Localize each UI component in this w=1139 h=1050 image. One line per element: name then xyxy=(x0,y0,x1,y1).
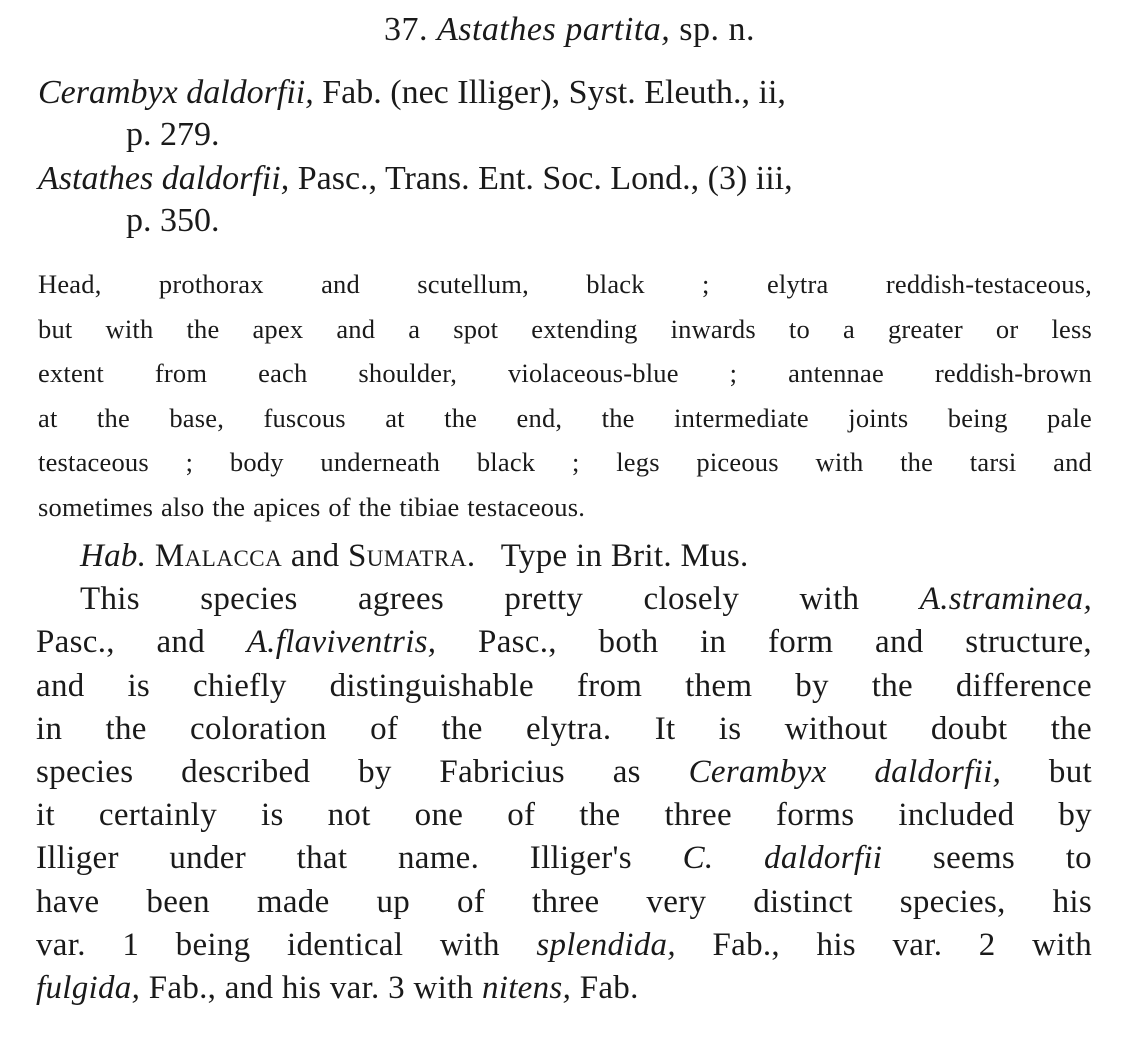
species-number: 37. xyxy=(383,11,428,48)
body-text-run: This species agrees pretty closely with xyxy=(80,581,860,618)
habitat-place: Sumatra. xyxy=(347,538,476,574)
body-text-run: Pasc., both in form and structure, xyxy=(478,624,1092,661)
body-text-run: Pasc., and xyxy=(36,624,206,661)
species-ref: splendida, xyxy=(536,926,676,963)
species-ref: nitens, xyxy=(481,970,572,1007)
body-line xyxy=(36,837,1092,880)
body-line xyxy=(36,578,1092,621)
body-line xyxy=(36,967,1092,1010)
habitat-line xyxy=(36,535,1092,578)
body-text-run: var. 1 being identical with xyxy=(36,926,500,963)
habitat-label: Hab. xyxy=(80,538,147,574)
body-text-run: Fab., and his var. 3 with xyxy=(148,970,474,1007)
habitat-type: Type in Brit. Mus. xyxy=(500,538,749,574)
habitat-and: and xyxy=(290,538,340,574)
species-ref: flaviventris, xyxy=(275,624,437,661)
synonym-citation: Fab. (nec Illiger), Syst. Eleuth., ii, xyxy=(322,74,786,111)
body-text-run: A. xyxy=(246,624,276,661)
species-suffix: sp. n. xyxy=(679,11,756,48)
body-text-run: A. xyxy=(919,581,949,618)
description-line: sometimes also the apices of the tibiae testaceous. xyxy=(38,491,586,522)
species-ref: C. daldorfii xyxy=(682,840,883,877)
habitat-place: Malacca xyxy=(154,538,283,574)
species-name: Astathes partita, xyxy=(436,11,671,48)
body-line xyxy=(36,621,1092,664)
synonym-entry xyxy=(38,158,1090,242)
body-line xyxy=(36,751,1092,794)
body-line: it certainly is not one of the three forms included by xyxy=(36,797,1092,834)
body-line: and is chiefly distinguishable from them by the difference xyxy=(36,667,1092,704)
description-line: Head, prothorax and scutellum, black ; elytra reddish-testaceous, xyxy=(38,269,1092,299)
description-paragraph xyxy=(38,262,1092,530)
synonym-citation: Pasc., Trans. Ent. Soc. Lond., (3) iii, xyxy=(297,160,793,197)
body-text-run: but xyxy=(1048,754,1092,791)
synonym-page: p. 279. xyxy=(126,116,220,153)
species-ref: Cerambyx daldorfii, xyxy=(688,754,1002,791)
body-line xyxy=(36,924,1092,967)
body-text-run: Fab., his var. 2 with xyxy=(712,926,1093,963)
discussion-paragraph xyxy=(36,535,1092,1010)
species-ref: fulgida, xyxy=(36,970,141,1007)
body-text-run: seems to xyxy=(932,840,1092,877)
description-line: extent from each shoulder, violaceous-blue ; antennae reddish-brown xyxy=(38,358,1092,389)
species-heading xyxy=(0,8,1139,52)
synonym-name: Astathes daldorfii, xyxy=(38,160,290,197)
synonym-entry xyxy=(38,72,1090,156)
description-line: at the base, fuscous at the end, the intermediate joints being pale xyxy=(38,402,1092,433)
synonym-page: p. 350. xyxy=(126,202,220,239)
body-line: in the coloration of the elytra. It is without doubt the xyxy=(36,710,1092,747)
synonym-name: Cerambyx daldorfii, xyxy=(38,74,314,111)
description-line: but with the apex and a spot extending inwards to a greater or less xyxy=(38,313,1092,344)
description-line: testaceous ; body underneath black ; legs piceous with the tarsi and xyxy=(38,447,1092,478)
body-text-run: Illiger under that name. Illiger's xyxy=(36,840,632,877)
species-ref: straminea, xyxy=(948,581,1092,618)
body-line: have been made up of three very distinct species, his xyxy=(36,883,1092,920)
body-text-run: Fab. xyxy=(579,970,639,1007)
body-text-run: species described by Fabricius as xyxy=(36,754,641,791)
